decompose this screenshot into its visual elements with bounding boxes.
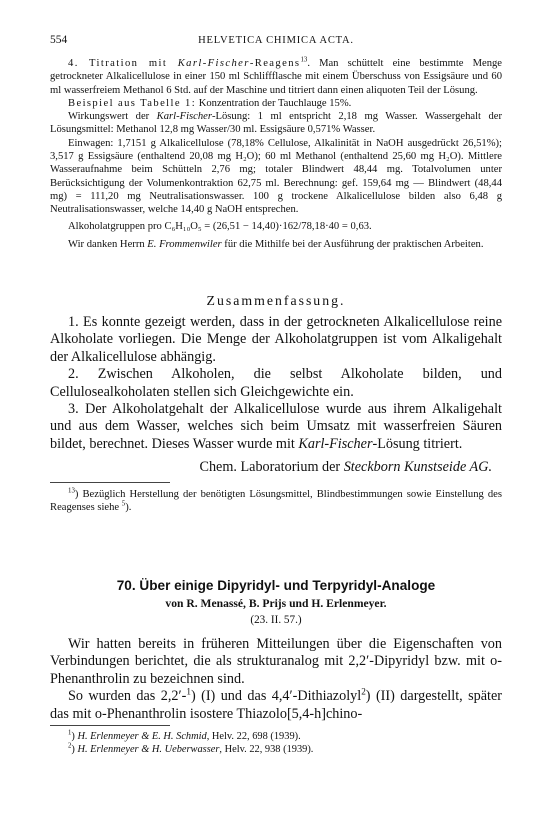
method-section: [50, 57, 502, 251]
einwagen-paragraph: Einwagen: 1,7151 g Alkalicellulose (78,18% Cellulose, Alkalinität in NaOH ausgedrückt 26,51%); 3,517 g Essigsäure (enthaltend 20,08 mg H₂O); 60 ml Methanol (enthaltend 25,60 mg H₂O). Mittlere Wasseraufnahme beim Schütteln 2,76 mg; totaler Blindwert 48,44 mg. Totalvolumen unter Berücksichtigung der Volumenkontraktion 62,75 ml. Berechnung: gef. 159,64 mg — Blindwert (48,44 mg) = 111,20 mg Neutralisationswasser. 100 g trockene Alkalicellulose bilden also 6,48 g Neutralisationswasser, welche 14,40 g NaOH entsprechen.: [50, 137, 502, 216]
summary-heading: Zusammenfassung.: [206, 293, 346, 308]
article-date: (23. II. 57.): [250, 614, 302, 626]
lab-signature: Chem. Laboratorium der Steckborn Kunstseide AG.: [199, 459, 492, 476]
footnote-rule: [50, 482, 170, 483]
footnote-13: [50, 488, 502, 515]
summary-point-2: 2. Zwischen Alkoholen, die selbst Alkoholate bilden, und Cellulosealkoholaten stellen sich Gleichgewichte ein.: [50, 366, 502, 400]
article-header: [50, 578, 502, 626]
article-title: 70. Über einige Dipyridyl- und Terpyridyl-Analoge: [116, 578, 436, 593]
article-authors: von R. Menassé, B. Prijs und H. Erlenmeyer.: [165, 597, 387, 610]
summary-point-3: 3. Der Alkoholatgehalt der Alkalicellulose wurde aus ihrem Alkaligehalt und aus dem Wasser, welches sich beim Umsatz mit wasserfreien Säuren bildet, berechnet. Dieses Wasser wurde mit Karl-Fischer-Lösung titriert.: [50, 401, 502, 452]
wirkungswert-paragraph: Wirkungswert der Karl-Fischer-Lösung: 1 ml entspricht 2,18 mg Wasser. Wassergehalt der Lösungsmittel: Methanol 12,8 mg Wasser/30 ml. Essigsäure 0,571% Wasser.: [50, 111, 502, 136]
summary-section: [50, 293, 502, 477]
article-body: [50, 636, 502, 723]
footnote-2: $^2$) H. Erlenmeyer & H. Ueberwasser, Helv. 22, 938 (1939).: [68, 742, 314, 755]
summary-point-1: 1. Es konnte gezeigt werden, dass in der getrockneten Alkalicellulose reine Alkoholate vorliegen. Die Menge der Alkoholatgruppen ist vom Alkaligehalt der Alkalicellulose abhängig.: [50, 314, 502, 365]
running-header: [50, 34, 502, 50]
method-4-paragraph: 4. Titration mit Karl-Fischer-Reagens$^{13}$. Man schüttelt eine bestimmte Menge getrockneter Alkalicellulose in einer 150 ml Schliffflasche mit einem Überschuss von Essigsäure und 60 ml wasserfreiem Methanol 6 Std. auf der Maschine und titriert dann einen aliquoten Teil der Lösung.: [50, 56, 502, 96]
page-number: 554: [50, 34, 68, 46]
journal-title: HELVETICA CHIMICA ACTA.: [198, 35, 354, 46]
alkoholat-formula: Alkoholatgruppen pro C₆H₁₀O₅ = (26,51 − 14,40)·162/78,18·40 = 0,63.: [68, 220, 372, 232]
footnote-13-text: $^{13}$) Bezüglich Herstellung der benötigten Lösungsmittel, Blindbestimmungen sowie Einstellung des Reagenses siehe $^5$).: [50, 487, 502, 514]
article-footnotes: [50, 730, 502, 756]
footnote-rule-2: [50, 725, 170, 726]
footnote-1: $^1$) H. Erlenmeyer & E. H. Schmid, Helv. 22, 698 (1939).: [68, 729, 301, 742]
acknowledgement: Wir danken Herrn E. Frommenwiler für die Mithilfe bei der Ausführung der praktischen Arbeiten.: [68, 238, 484, 250]
example-paragraph: Beispiel aus Tabelle 1: Konzentration der Tauchlauge 15%.: [68, 97, 352, 109]
article-paragraph-2: So wurden das 2,2′-$^1$) (I) und das 4,4′-Dithiazolyl$^2$) (II) dargestellt, später das mit o-Phenanthrolin isostere Thiazolo[5,4-h]chino-: [50, 686, 502, 722]
article-paragraph-1: Wir hatten bereits in früheren Mitteilungen über die Eigenschaften von Verbindungen berichtet, die als strukturanalog mit 2,2′-Dipyridyl bzw. mit o-Phenanthrolin zu bezeichnen sind.: [50, 636, 502, 687]
